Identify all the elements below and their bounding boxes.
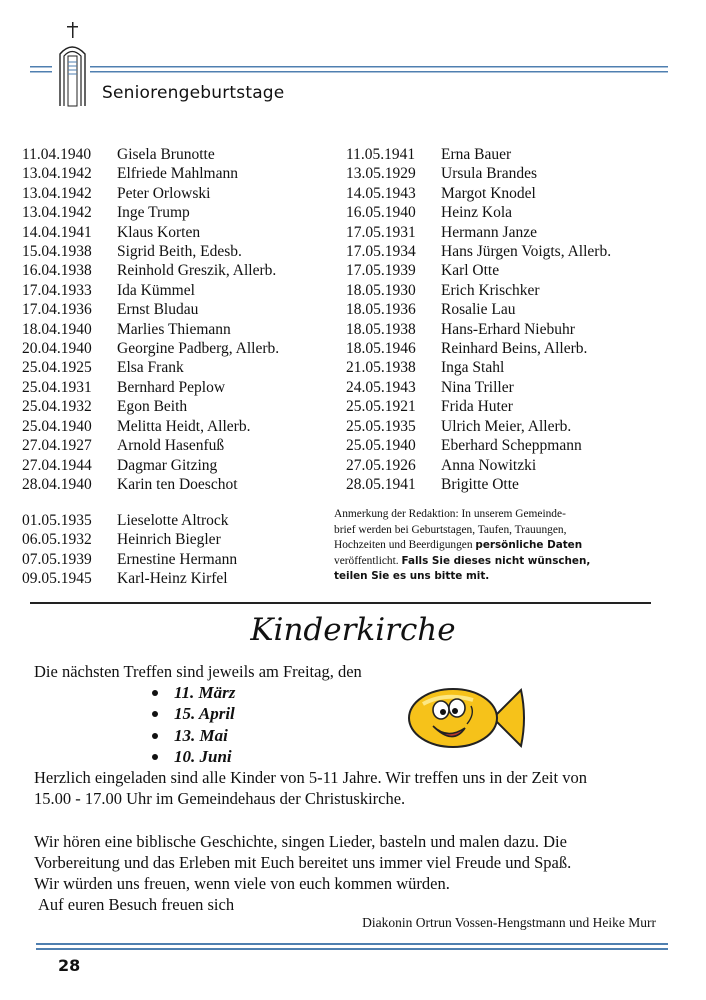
section-divider (30, 602, 651, 604)
birthday-row (22, 569, 237, 588)
birthday-date: 27.04.1944 (22, 456, 92, 474)
birthday-row (346, 184, 611, 203)
birthday-date: 25.04.1925 (22, 359, 92, 377)
birthday-name: Karl-Heinz Kirfel (117, 570, 228, 588)
birthday-row (22, 397, 279, 416)
birthday-date: 11.04.1940 (22, 146, 92, 163)
birthday-name: Georgine Padberg, Allerb. (117, 340, 280, 358)
kinderkirche-title: Kinderkirche (250, 612, 456, 648)
fish-icon (405, 684, 525, 752)
birthday-date: 25.05.1921 (346, 398, 416, 416)
birthday-name: Dagmar Gitzing (117, 456, 218, 474)
birthday-row (22, 358, 279, 377)
birthday-row (346, 378, 611, 397)
birthday-date: 18.05.1930 (346, 281, 416, 299)
page-number: 28 (58, 956, 81, 975)
birthday-date: 25.04.1931 (22, 378, 92, 396)
birthday-name: Ida Kümmel (117, 281, 195, 299)
birthday-date: 27.04.1927 (22, 437, 92, 455)
birthday-row (346, 436, 611, 455)
birthday-name: Brigitte Otte (441, 475, 519, 493)
birthday-name: Frida Huter (441, 398, 513, 416)
birthday-row (346, 358, 611, 377)
birthday-date: 07.05.1939 (22, 550, 92, 568)
birthday-date: 27.05.1926 (346, 456, 416, 474)
birthday-date: 16.05.1940 (346, 204, 416, 222)
birthday-date: 16.04.1938 (22, 262, 92, 280)
closing-line: Auf euren Besuch freuen sich (38, 895, 235, 914)
section-title: Seniorengeburtstage (102, 83, 285, 103)
birthday-date: 13.04.1942 (22, 204, 92, 222)
birthday-date: 01.05.1935 (22, 512, 92, 529)
paragraph-line: Vorbereitung und das Erleben mit Euch bereitet uns immer viel Freude und Spaß. (34, 853, 572, 872)
bullet-icon (152, 733, 158, 739)
birthday-date: 14.04.1941 (22, 223, 92, 241)
birthday-date: 28.04.1940 (22, 475, 92, 493)
birthday-name: Anna Nowitzki (441, 456, 537, 474)
birthday-name: Hans-Erhard Niebuhr (441, 320, 575, 338)
birthday-row (22, 164, 279, 183)
birthday-date: 18.05.1946 (346, 340, 416, 358)
birthday-row (22, 475, 279, 494)
birthday-date: 24.05.1943 (346, 378, 416, 396)
birthday-name: Sigrid Beith, Edesb. (117, 243, 242, 261)
signature: Diakonin Ortrun Vossen-Hengstmann und Heike Murr (362, 915, 656, 930)
meeting-date (152, 725, 235, 746)
birthday-date: 13.04.1942 (22, 184, 92, 202)
birthday-date: 21.05.1938 (346, 359, 416, 377)
birthday-name: Heinz Kola (441, 204, 513, 222)
birthday-date: 15.04.1938 (22, 243, 92, 261)
meeting-date-text: 10. Juni (174, 747, 232, 767)
birthday-row (346, 397, 611, 416)
birthday-row (346, 242, 611, 261)
birthday-row (346, 320, 611, 339)
birthday-row (346, 164, 611, 183)
birthday-row (22, 261, 279, 280)
paragraph-line: Wir hören eine biblische Geschichte, singen Lieder, basteln und malen dazu. Die (34, 832, 567, 851)
birthday-name: Arnold Hasenfuß (117, 437, 225, 455)
note-line: veröffentlicht. Falls Sie dieses nicht wünschen, (334, 554, 591, 567)
birthday-date: 18.05.1936 (346, 301, 416, 319)
birthday-row (22, 184, 279, 203)
birthday-list-left-may (22, 511, 237, 589)
birthday-date: 20.04.1940 (22, 340, 92, 358)
birthday-row (22, 417, 279, 436)
birthday-row (346, 417, 611, 436)
birthday-name: Inge Trump (117, 204, 190, 222)
birthday-list-right (346, 145, 611, 494)
birthday-row (22, 511, 237, 530)
birthday-name: Egon Beith (117, 398, 188, 416)
meeting-date (152, 682, 235, 703)
note-line: Anmerkung der Redaktion: In unserem Gemeinde- (334, 508, 566, 520)
birthday-name: Karl Otte (441, 262, 500, 280)
note-line: Hochzeiten und Beerdigungen persönliche Daten (334, 539, 583, 552)
birthday-row (346, 456, 611, 475)
birthday-name: Eberhard Scheppmann (441, 437, 582, 455)
birthday-row (22, 281, 279, 300)
birthday-row (22, 242, 279, 261)
birthday-name: Karin ten Doeschot (117, 475, 238, 493)
editorial-note (334, 507, 634, 585)
meeting-date-text: 11. März (174, 683, 236, 702)
birthday-row (22, 320, 279, 339)
meeting-date (152, 746, 235, 767)
note-line: teilen Sie es uns bitte mit. (334, 570, 490, 583)
paragraph-line: Herzlich eingeladen sind alle Kinder von 5-11 Jahre. Wir treffen uns in der Zeit von (34, 768, 587, 787)
meeting-date-text: 15. April (174, 704, 235, 724)
birthday-date: 17.05.1939 (346, 262, 416, 280)
birthday-row (22, 223, 279, 242)
birthday-name: Reinhard Beins, Allerb. (441, 340, 588, 358)
birthday-date: 17.04.1936 (22, 301, 92, 319)
birthday-date: 17.05.1931 (346, 223, 416, 241)
birthday-row (22, 300, 279, 319)
birthday-row (22, 550, 237, 569)
birthday-row (346, 223, 611, 242)
birthday-name: Elsa Frank (117, 359, 184, 377)
birthday-date: 25.05.1935 (346, 417, 416, 435)
birthday-date: 17.04.1933 (22, 281, 92, 299)
birthday-row (22, 456, 279, 475)
birthday-name: Gisela Brunotte (117, 146, 215, 163)
birthday-date: 17.05.1934 (346, 243, 416, 261)
birthday-name: Klaus Korten (117, 223, 201, 241)
birthday-row (346, 475, 611, 494)
bullet-icon (152, 711, 158, 717)
birthday-name: Heinrich Biegler (117, 531, 221, 549)
birthday-date: 13.04.1942 (22, 165, 92, 183)
birthday-row (346, 300, 611, 319)
paragraph-line: Wir würden uns freuen, wenn viele von euch kommen würden. (34, 874, 450, 893)
birthday-date: 13.05.1929 (346, 165, 416, 183)
birthday-row (22, 203, 279, 222)
bullet-icon (152, 754, 158, 760)
birthday-row (346, 203, 611, 222)
birthday-name: Reinhold Greszik, Allerb. (117, 262, 277, 280)
birthday-row (22, 530, 237, 549)
birthday-name: Erna Bauer (441, 146, 512, 163)
birthday-name: Hermann Janze (441, 223, 537, 241)
birthday-name: Ulrich Meier, Allerb. (441, 417, 572, 435)
birthday-name: Bernhard Peplow (117, 378, 226, 396)
birthday-name: Peter Orlowski (117, 184, 211, 202)
birthday-name: Elfriede Mahlmann (117, 165, 238, 183)
birthday-date: 18.05.1938 (346, 320, 416, 338)
birthday-name: Erich Krischker (441, 281, 540, 299)
birthday-name: Ernst Bludau (117, 301, 199, 319)
birthday-name: Hans Jürgen Voigts, Allerb. (441, 243, 612, 261)
birthday-row (22, 145, 279, 164)
birthday-row (346, 145, 611, 164)
birthday-name: Marlies Thiemann (117, 320, 231, 338)
birthday-name: Rosalie Lau (441, 301, 516, 319)
footer-rule (36, 948, 668, 950)
birthday-row (22, 378, 279, 397)
birthday-row (346, 261, 611, 280)
birthday-row (22, 436, 279, 455)
birthday-date: 11.05.1941 (346, 146, 416, 163)
birthday-date: 25.04.1940 (22, 417, 92, 435)
birthday-row (346, 339, 611, 358)
birthday-row (346, 281, 611, 300)
birthday-list-left (22, 145, 279, 494)
birthday-name: Ernestine Hermann (117, 550, 238, 568)
meeting-dates-list (152, 682, 235, 768)
birthday-date: 09.05.1945 (22, 570, 92, 588)
birthday-name: Lieselotte Altrock (117, 512, 229, 529)
intro-text: Die nächsten Treffen sind jeweils am Freitag, den (34, 662, 362, 681)
meeting-date (152, 703, 235, 724)
note-line: brief werden bei Geburtstagen, Taufen, Trauungen, (334, 523, 567, 536)
birthday-row (22, 339, 279, 358)
birthday-name: Inga Stahl (441, 359, 505, 377)
birthday-name: Margot Knodel (441, 184, 536, 202)
birthday-date: 25.04.1932 (22, 398, 92, 416)
birthday-name: Melitta Heidt, Allerb. (117, 417, 251, 435)
paragraph-line: 15.00 - 17.00 Uhr im Gemeindehaus der Christuskirche. (34, 789, 406, 808)
birthday-date: 18.04.1940 (22, 320, 92, 338)
birthday-date: 28.05.1941 (346, 475, 416, 493)
meeting-date-text: 13. Mai (174, 725, 228, 745)
birthday-name: Nina Triller (441, 378, 514, 396)
birthday-name: Ursula Brandes (441, 165, 537, 183)
birthday-date: 25.05.1940 (346, 437, 416, 455)
footer-rule (36, 943, 668, 945)
bullet-icon (152, 690, 158, 696)
birthday-date: 06.05.1932 (22, 531, 92, 549)
birthday-date: 14.05.1943 (346, 184, 416, 202)
